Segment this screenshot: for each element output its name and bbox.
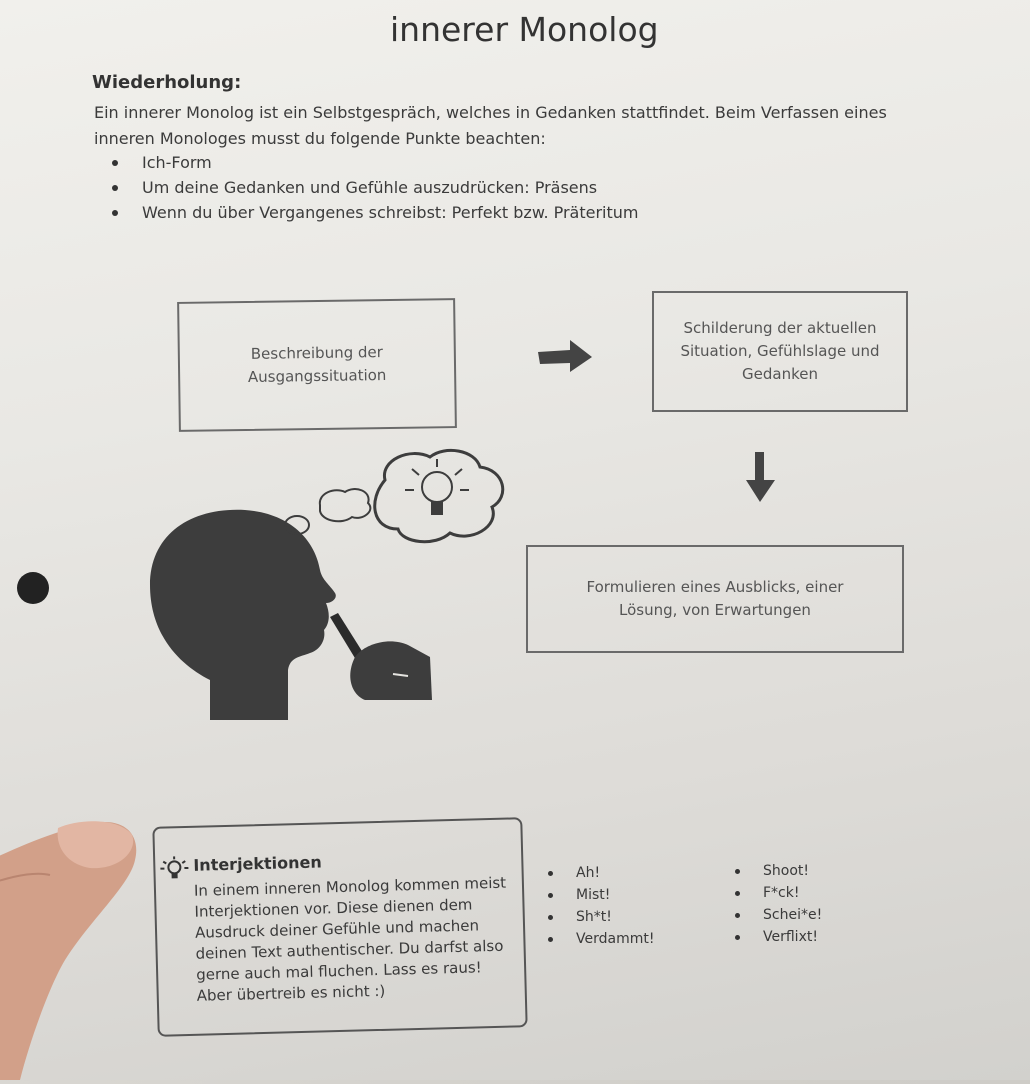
interjection-item: Sh*t! (548, 906, 654, 928)
flow-box-outlook-text: Formulieren eines Ausblicks, einer Lösung, von Erwartungen (565, 576, 865, 622)
repeat-point: Ich-Form (112, 150, 639, 175)
repeat-points (112, 150, 639, 225)
interjection-item: Schei*e! (735, 904, 822, 926)
interjection-item: Verdammt! (548, 928, 654, 950)
flow-box-start-text: Beschreibung der Ausgangssituation (222, 341, 413, 390)
arrow-right-icon (538, 340, 594, 378)
flow-box-current-text: Schilderung der aktuellen Situation, Gefühlslage und Gedanken (670, 317, 890, 386)
interjections-text: In einem inneren Monolog kommen meist Interjektionen vor. Diese dienen dem Ausdruck deiner Gefühle und machen deinen Text authentischer. Du darfst also gerne auch mal fluchen. Lass es raus! Aber übertreib es nicht :) (194, 872, 515, 1006)
repeat-text: Ein innerer Monolog ist ein Selbstgespräch, welches in Gedanken stattfindet. Beim Verfassen eines inneren Monologes musst du folgende Punkte beachten: (94, 100, 924, 152)
interjection-item: F*ck! (735, 882, 822, 904)
flow-box-outlook (526, 545, 904, 653)
hole-punch-dot (17, 572, 49, 604)
interjection-item: Mist! (548, 884, 654, 906)
repeat-point: Wenn du über Vergangenes schreibst: Perfekt bzw. Präteritum (112, 200, 639, 225)
flow-box-current (652, 291, 908, 412)
repeat-point: Um deine Gedanken und Gefühle auszudrücken: Präsens (112, 175, 639, 200)
page-title: innerer Monolog (390, 10, 659, 49)
interjections-heading: Interjektionen (193, 847, 511, 874)
arrow-down-icon (744, 452, 776, 508)
interjection-item: Ah! (548, 862, 654, 884)
interjection-item: Shoot! (735, 860, 822, 882)
thumb-photo (0, 810, 170, 1084)
interjections-box (152, 817, 527, 1037)
thinking-person-icon (140, 445, 520, 729)
interjection-item: Verflixt! (735, 926, 822, 948)
repeat-heading: Wiederholung: (92, 72, 241, 93)
interjections-list-1 (548, 862, 654, 950)
flow-box-start (177, 298, 457, 432)
interjections-list-2 (735, 860, 822, 948)
